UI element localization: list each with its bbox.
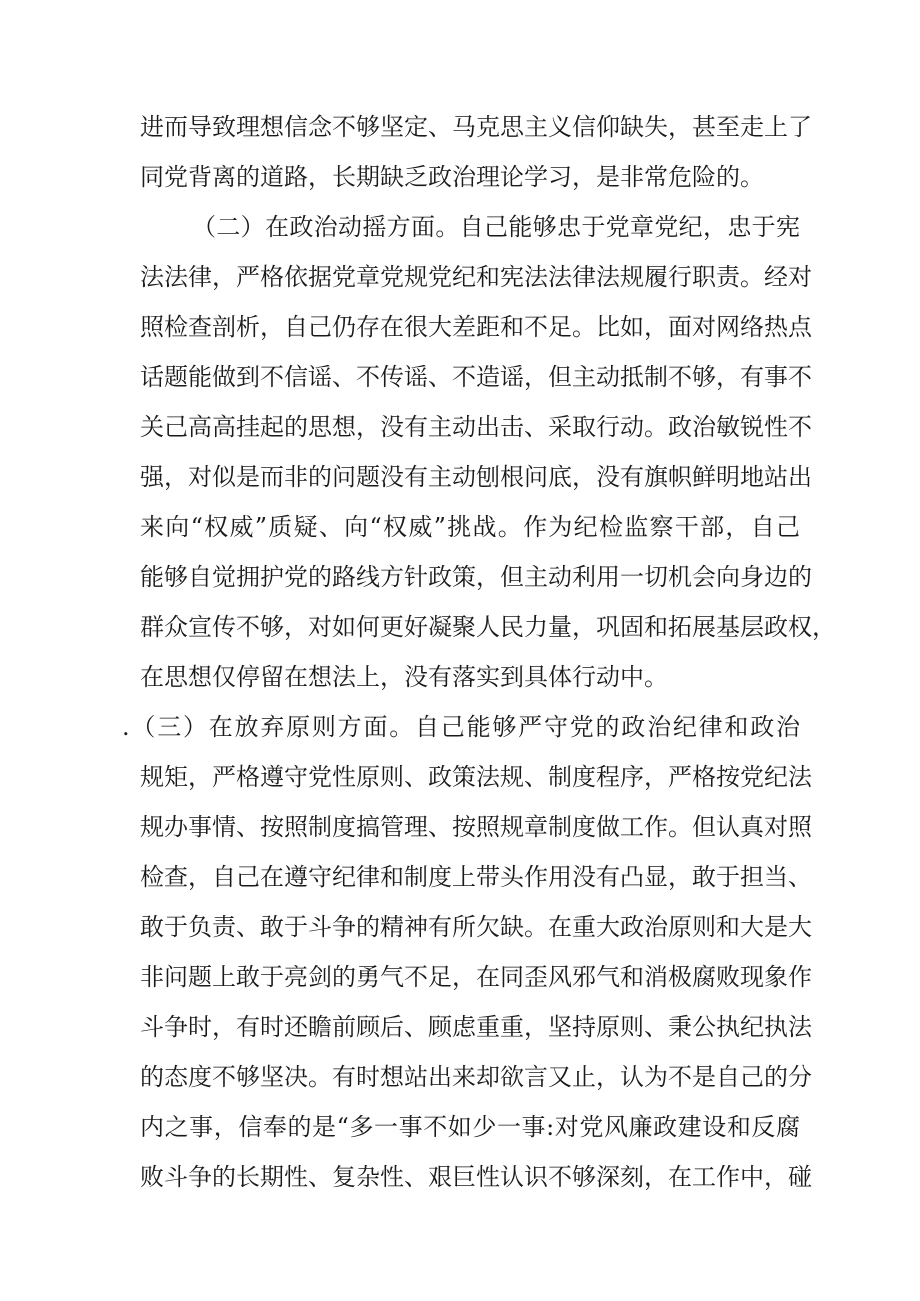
text-line: 检查，自己在遵守纪律和制度上带头作用没有凸显，敢于担当、 <box>140 863 812 891</box>
paragraph-2-political-wavering <box>140 202 836 702</box>
text-line: 规办事情、按照制度搞管理、按照规章制度做工作。但认真对照 <box>140 813 812 841</box>
text-line: 非问题上敢于亮剑的勇气不足，在同歪风邪气和消极腐败现象作 <box>140 963 812 991</box>
text-line: 强，对似是而非的问题没有主动刨根问底，没有旗帜鲜明地站出 <box>140 463 812 491</box>
text-line: 法法律，严格依据党章党规党纪和宪法法律法规履行职责。经对 <box>140 263 812 291</box>
text-line: 关己高高挂起的思想，没有主动出击、采取行动。政治敏锐性不 <box>140 413 812 441</box>
document-body <box>122 102 836 1202</box>
text-line: 败斗争的长期性、复杂性、艰巨性认识不够深刻，在工作中，碰 <box>140 1163 812 1191</box>
text-line: 同党背离的道路，长期缺乏政治理论学习，是非常危险的。 <box>140 163 764 191</box>
text-line: 话题能做到不信谣、不传谣、不造谣，但主动抵制不够，有事不 <box>140 363 812 391</box>
text-line: 斗争时，有时还瞻前顾后、顾虑重重，坚持原则、秉公执纪执法 <box>140 1013 812 1041</box>
text-line: 照检查剖析，自己仍存在很大差距和不足。比如，面对网络热点 <box>140 313 812 341</box>
text-line: 能够自觉拥护党的路线方针政策，但主动利用一切机会向身边的 <box>140 563 812 591</box>
text-line: 群众宣传不够，对如何更好凝聚人民力量，巩固和拓展基层政权， <box>140 613 836 641</box>
section-heading-line: （二）在政治动摇方面。自己能够忠于党章党纪，忠于宪 <box>192 213 800 241</box>
text-line: 来向“权威”质疑、向“权威”挑战。作为纪检监察干部，自己 <box>140 513 800 541</box>
text-line: 的态度不够坚决。有时想站出来却欲言又止，认为不是自己的分 <box>140 1063 812 1091</box>
text-line: 规矩，严格遵守党性原则、政策法规、制度程序，严格按党纪法 <box>140 763 812 791</box>
text-line: 内之事，信奉的是“多一事不如少一事:对党风廉政建设和反腐 <box>140 1113 800 1141</box>
paragraph-1 <box>140 102 812 202</box>
paragraph-3-abandoning-principles <box>122 702 812 1202</box>
text-line: 进而导致理想信念不够坚定、马克思主义信仰缺失，甚至走上了 <box>140 113 812 141</box>
text-line: 在思想仅停留在想法上，没有落实到具体行动中。 <box>140 663 668 691</box>
text-line: 敢于负责、敢于斗争的精神有所欠缺。在重大政治原则和大是大 <box>140 913 812 941</box>
section-heading-line: .（三）在放弃原则方面。自己能够严守党的政治纪律和政治 <box>122 713 800 741</box>
